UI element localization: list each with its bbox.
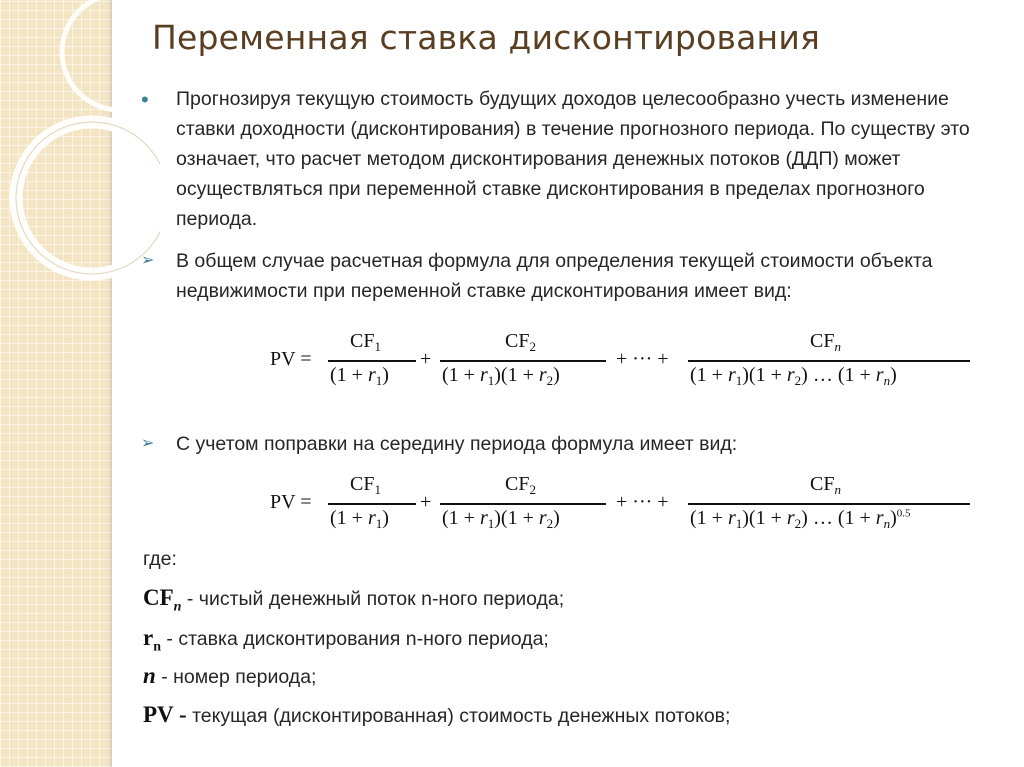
legend-item-n: n - номер периода; xyxy=(143,663,317,688)
bullet-text-2: В общем случае расчетная формула для определения текущей стоимости объекта недвижимости при переменной ставке дисконтирования имеет вид: xyxy=(176,250,933,302)
bullet-text-3: С учетом поправки на середину периода формула имеет вид: xyxy=(176,433,738,455)
arrow-bullet-icon: ➢ xyxy=(141,252,155,269)
bullet-dot-icon: • xyxy=(141,87,149,112)
where-label: где: xyxy=(143,548,177,570)
formula-pv: PV = $CF_1$ $(1 + r_1)$ + $CF_2$ $(1 + r_1)(1 + r_2)$ + ··· + $CF_n$ $(1 + r_1)(1 + r_2)$ … $(1 + r_n)$ xyxy=(270,330,990,394)
legend-item-r: $r_n$ - ставка дисконтирования n-ного периода; xyxy=(143,625,549,655)
bullet-text-1: Прогнозируя текущую стоимость будущих доходов целесообразно учесть изменение ставки доходности (дисконтирования) в течение прогнозного периода. По существу это означает, что расчет методом дисконтирования денежных потоков (ДДП) может осуществляться при переменной ставке дисконтирования в пределах прогнозного периода. xyxy=(176,88,970,230)
legend-item-cf: $CF_n$ - чистый денежный поток n-ного периода; xyxy=(143,585,565,615)
decorative-rings xyxy=(0,0,160,330)
legend-item-pv: PV - текущая (дисконтированная) стоимость денежных потоков; xyxy=(143,702,731,727)
arrow-bullet-icon: ➢ xyxy=(141,435,155,452)
page-title: Переменная ставка дисконтирования xyxy=(152,18,821,57)
formula-pv-midperiod: PV = $CF_1$ $(1 + r_1)$ + $CF_2$ $(1 + r_1)(1 + r_2)$ + ··· + $CF_n$ $(1 + r_1)(1 + r_2)$ … $(1 + r_n)^{0.5}$ xyxy=(270,473,990,537)
